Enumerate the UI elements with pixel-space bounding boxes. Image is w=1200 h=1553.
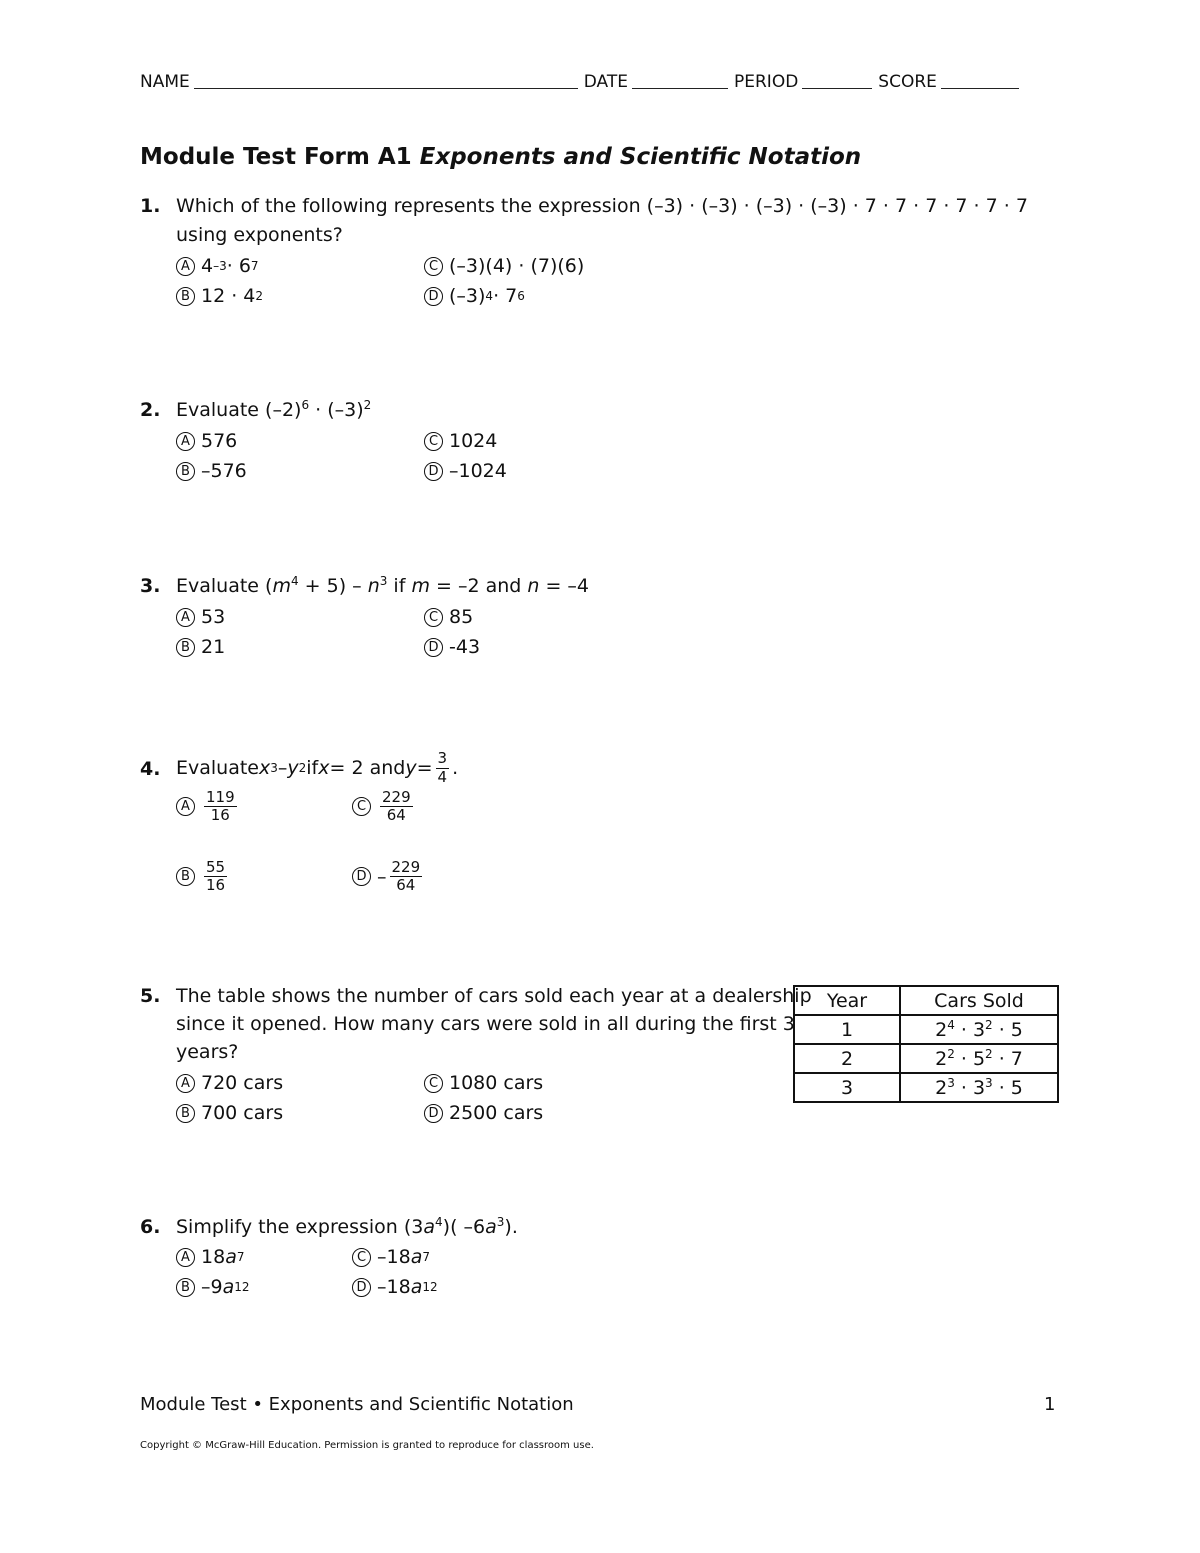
answer-bubble-c[interactable]: C <box>424 608 443 627</box>
answer-bubble-b[interactable]: B <box>176 462 195 481</box>
q2-option-b[interactable]: B –576 <box>176 460 247 482</box>
table-header-row <box>794 986 1058 1015</box>
table-row <box>794 1044 1058 1073</box>
cars-sold-cell: $2^4 \cdot 3^2 \cdot 5$ <box>900 1015 1058 1044</box>
question-5-line3: years? <box>176 1041 239 1063</box>
table-row <box>794 1073 1058 1102</box>
q2-option-c[interactable]: C 1024 <box>424 430 497 452</box>
answer-bubble-b[interactable]: B <box>176 1278 195 1297</box>
copyright-notice: Copyright © McGraw-Hill Education. Permission is granted to reproduce for classroom use. <box>140 1440 594 1451</box>
answer-bubble-d[interactable]: D <box>424 638 443 657</box>
answer-bubble-a[interactable]: A <box>176 257 195 276</box>
year-cell: 1 <box>794 1015 900 1044</box>
q5-option-b[interactable]: B 700 cars <box>176 1102 283 1124</box>
q4-option-b[interactable] <box>176 859 230 895</box>
name-blank <box>194 87 578 89</box>
question-4-text: Evaluate x 3 – y 2 if x = 2 and y = $\frac{3}{4}$ . <box>176 749 459 786</box>
date-blank <box>632 87 728 89</box>
q3-option-b[interactable]: B 21 <box>176 636 225 658</box>
answer-bubble-a[interactable]: A <box>176 1248 195 1267</box>
answer-bubble-a[interactable]: A <box>176 608 195 627</box>
cars-sold-table <box>793 985 1059 1103</box>
title-form: Module Test Form A1 <box>140 144 420 170</box>
q1-option-b[interactable]: B 12 · 4 2 <box>176 285 263 307</box>
q3-option-a[interactable]: A 53 <box>176 606 225 628</box>
q5-option-c[interactable]: C 1080 cars <box>424 1072 543 1094</box>
cars-sold-cell: $2^3 \cdot 3^3 \cdot 5$ <box>900 1073 1058 1102</box>
fraction: $\frac{229}{64}$ <box>391 858 421 895</box>
question-6-number: 6. <box>140 1216 161 1238</box>
q2-option-a[interactable]: A 576 <box>176 430 237 452</box>
answer-bubble-d[interactable]: D <box>352 1278 371 1297</box>
q5-option-d[interactable]: D 2500 cars <box>424 1102 543 1124</box>
q5-option-a[interactable]: A 720 cars <box>176 1072 283 1094</box>
footer-title: Module Test • Exponents and Scientific Notation <box>140 1394 574 1415</box>
answer-bubble-c[interactable]: C <box>424 432 443 451</box>
question-3-number: 3. <box>140 575 161 597</box>
cars-sold-cell: $2^2 \cdot 5^2 \cdot 7$ <box>900 1044 1058 1073</box>
answer-bubble-c[interactable]: C <box>352 797 371 816</box>
fraction: $\frac{55}{16}$ <box>206 858 226 895</box>
q2-option-d[interactable]: D –1024 <box>424 460 507 482</box>
answer-bubble-b[interactable]: B <box>176 638 195 657</box>
answer-bubble-d[interactable]: D <box>424 462 443 481</box>
answer-bubble-d[interactable]: D <box>424 1104 443 1123</box>
fraction: $\frac{229}{64}$ <box>382 788 411 825</box>
answer-bubble-c[interactable]: C <box>352 1248 371 1267</box>
column-header-cars-sold: Cars Sold <box>900 986 1058 1015</box>
question-6-text: Simplify the expression $(3a^4)$( $-6a^3$). <box>176 1215 518 1238</box>
question-1-line1: Which of the following represents the expression (–3) · (–3) · (–3) · (–3) · 7 · 7 · 7 · 7 · 7 · 7 <box>176 195 1028 217</box>
answer-bubble-b[interactable]: B <box>176 287 195 306</box>
answer-bubble-b[interactable]: B <box>176 867 195 886</box>
question-2-text: Evaluate $(-2)^6 \cdot (-3)^2$ <box>176 398 372 421</box>
q6-option-b[interactable]: B –9 a 12 <box>176 1276 250 1298</box>
q3-option-c[interactable]: C 85 <box>424 606 473 628</box>
answer-bubble-a[interactable]: A <box>176 797 195 816</box>
name-label: NAME <box>140 72 190 92</box>
q1-option-d[interactable]: D (–3) 4 · 7 6 <box>424 285 525 307</box>
q6-option-d[interactable]: D –18 a 12 <box>352 1276 438 1298</box>
question-1-line2: using exponents? <box>176 224 343 246</box>
q3-option-d[interactable]: D -43 <box>424 636 480 658</box>
q6-option-a[interactable]: A 18 a 7 <box>176 1246 244 1268</box>
answer-bubble-d[interactable]: D <box>424 287 443 306</box>
year-cell: 2 <box>794 1044 900 1073</box>
q4-option-d[interactable]: D – $\frac{229}{64}$ <box>352 859 425 895</box>
q4-option-c[interactable] <box>352 789 416 825</box>
title-topic: Exponents and Scientific Notation <box>419 144 862 170</box>
date-label: DATE <box>583 72 628 92</box>
year-cell: 3 <box>794 1073 900 1102</box>
question-5-line2: since it opened. How many cars were sold in all during the first 3 <box>176 1013 795 1035</box>
fraction: $\frac{119}{16}$ <box>206 788 235 825</box>
question-3-text: Evaluate $(m^4 + 5) - n^3$ if m = –2 and n = –4 <box>176 574 590 597</box>
question-2-number: 2. <box>140 399 161 421</box>
answer-bubble-d[interactable]: D <box>352 867 371 886</box>
answer-bubble-c[interactable]: C <box>424 1074 443 1093</box>
answer-bubble-b[interactable]: B <box>176 1104 195 1123</box>
question-4-number: 4. <box>140 758 161 780</box>
score-blank <box>941 87 1019 89</box>
column-header-year: Year <box>794 986 900 1015</box>
student-info-header <box>140 72 1025 92</box>
q4-option-a[interactable] <box>176 789 240 825</box>
period-label: PERIOD <box>734 72 799 92</box>
table-row <box>794 1015 1058 1044</box>
q1-option-a[interactable]: A 4 –3 · 6 7 <box>176 255 259 277</box>
answer-bubble-a[interactable]: A <box>176 1074 195 1093</box>
page-title <box>140 144 861 170</box>
period-blank <box>802 87 872 89</box>
q1-option-c[interactable]: C (–3)(4) · (7)(6) <box>424 255 584 277</box>
q6-option-c[interactable]: C –18 a 7 <box>352 1246 430 1268</box>
score-label: SCORE <box>878 72 937 92</box>
question-5-number: 5. <box>140 985 161 1007</box>
answer-bubble-c[interactable]: C <box>424 257 443 276</box>
question-1-number: 1. <box>140 195 161 217</box>
answer-bubble-a[interactable]: A <box>176 432 195 451</box>
page-number: 1 <box>1044 1394 1056 1415</box>
fraction: $\frac{3}{4}$ <box>437 749 448 786</box>
question-5-line1: The table shows the number of cars sold each year at a dealership <box>176 985 812 1007</box>
